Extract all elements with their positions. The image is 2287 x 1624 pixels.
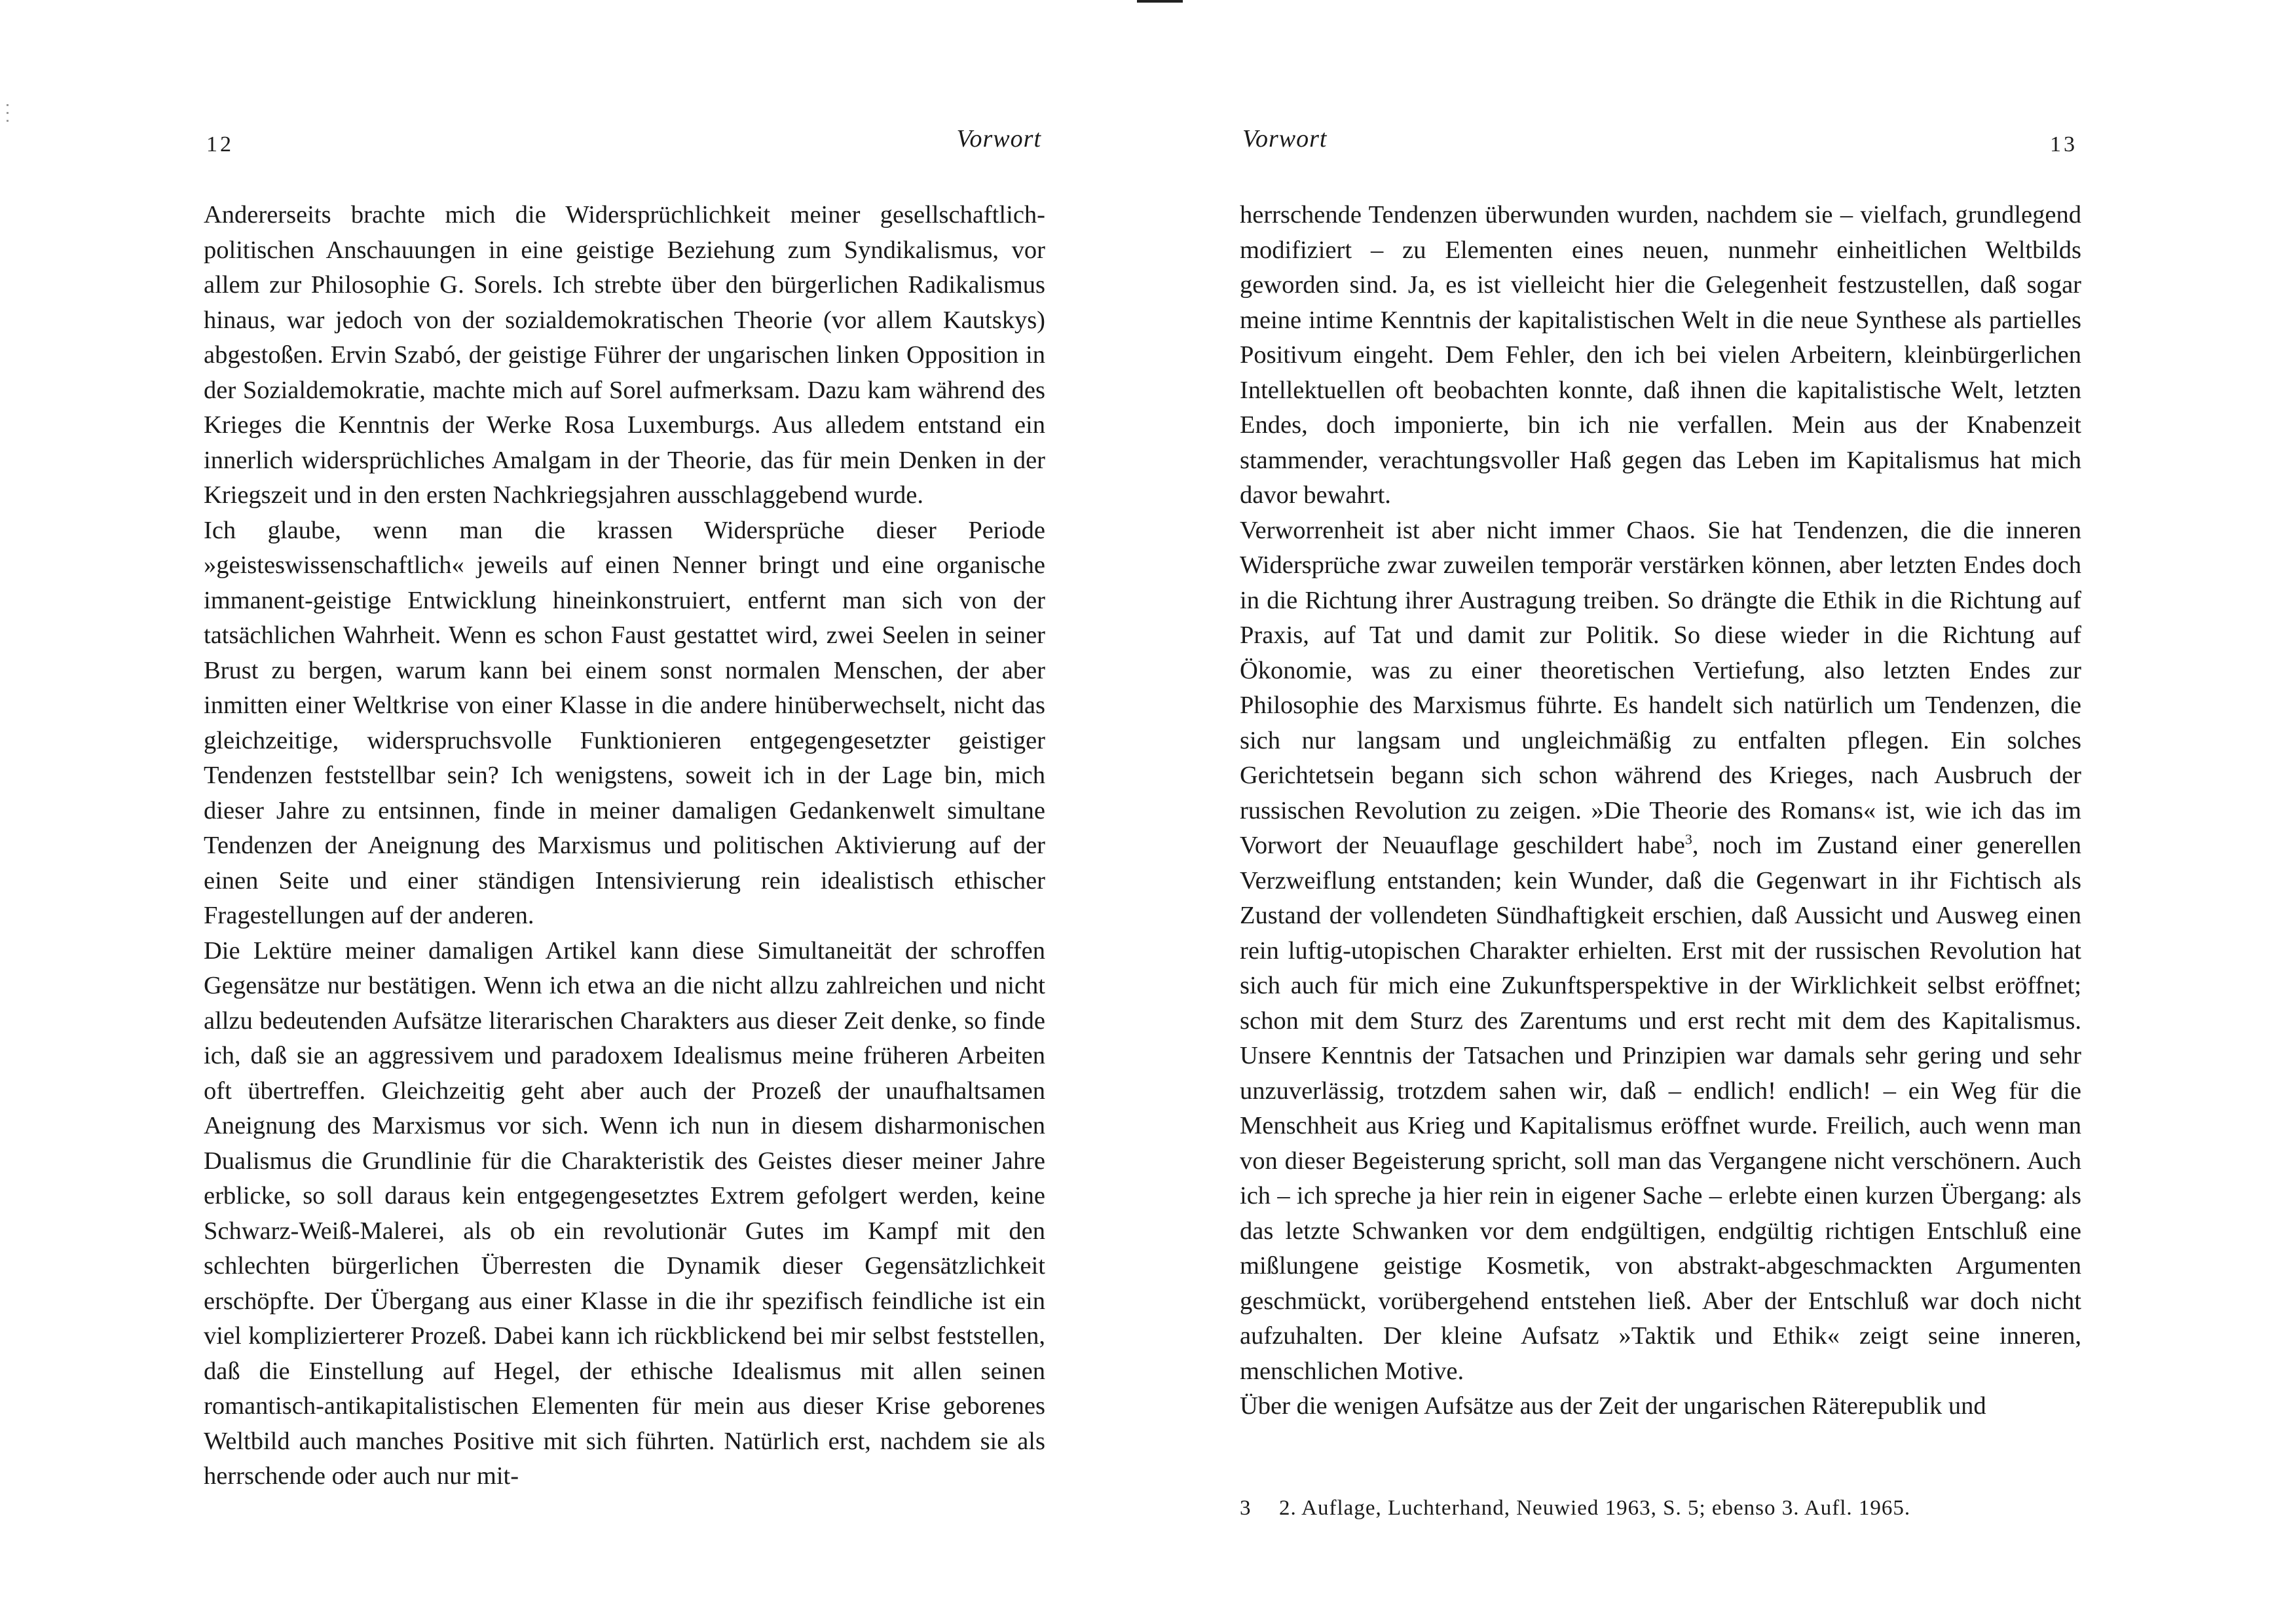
paragraph: [1240, 513, 2081, 1390]
paragraph-text: , noch im Zustand einer generellen Verzweiflung entstanden; kein Wunder, daß die Gegenwart in ihr Fichtisch als Zustand der vollendeten Sündhaftigkeit erschien, daß Aussicht und Ausweg einen rein luftig-utopischen Charakter erhielten. Erst mit der russischen Revolution hat sich auch für mich eine Zukunftsperspektive in der Wirklichkeit selbst eröffnet; schon mit dem Sturz des Zarentums und erst recht mit dem des Kapitalismus. Unsere Kenntnis der Tatsachen und Prinzipien war damals sehr gering und sehr unzuverlässig, trotzdem sahen wir, daß – endlich! endlich! – ein Weg für die Menschheit aus Krieg und Kapitalismus eröffnet wurde. Freilich, auch wenn man von dieser Begeisterung spricht, soll man das Vergangene nicht verschönern. Auch ich – ich spreche ja hier rein in eigener Sache – erlebte einen kurzen Übergang: als das letzte Schwanken vor dem endgültigen, endgültig richtigen Entschluß eine mißlungene geistige Kosmetik, von abstrakt-abgeschmackten Argumenten geschmückt, vorübergehend entstehen ließ. Aber der Entschluß war doch nicht aufzuhalten. Der kleine Aufsatz »Taktik und Ethik« zeigt seine inneren, menschlichen Motive.: [1240, 832, 2081, 1385]
paragraph-text: Verworrenheit ist aber nicht immer Chaos. Sie hat Tendenzen, die die inneren Widersprüche zwar zuweilen temporär verstärken können, aber letzten Endes doch in die Richtung ihrer Austragung treiben. So drängte die Ethik in die Richtung auf Praxis, auf Tat und damit zur Politik. So diese wieder in die Richtung auf Ökonomie, was zu einer theoretischen Vertiefung, also letzten Endes zur Philosophie des Marxismus führte. Es handelt sich natürlich um Tendenzen, die sich nur langsam und ungleichmäßig zu entfalten pflegen. Ein solches Gerichtetsein begann sich schon während des Krieges, nach Ausbruch der russischen Revolution zu zeigen. »Die Theorie des Romans« ist, wie ich das im Vorwort der Neuauflage geschildert habe: [1240, 516, 2081, 859]
right-page: [1240, 124, 2081, 1520]
left-page-body: [204, 198, 1045, 1494]
paragraph: herrschende Tendenzen überwunden wurden, nachdem sie – vielfach, grundlegend modifiziert – zu Elementen eines neuen, nunmehr einheitlichen Weltbilds geworden sind. Ja, es ist vielleicht hier die Gelegenheit festzustellen, daß sogar meine intime Kenntnis der kapitalistischen Welt in die neue Synthese als partielles Positivum eingeht. Dem Fehler, den ich bei vielen Arbeitern, kleinbürgerlichen Intellektuellen oft beobachten konnte, daß ihnen die kapitalistische Welt, letzten Endes, doch imponierte, bin ich nie verfallen. Mein aus der Knabenzeit stammender, verachtungsvoller Haß gegen das Leben im Kapitalismus hat mich davor bewahrt.: [1240, 201, 2081, 509]
footnote: [1240, 1496, 1910, 1521]
page-number: 12: [206, 132, 234, 157]
paragraph: Ich glaube, wenn man die krassen Widersprüche dieser Periode »geisteswissenschaftlich« jeweils auf einen Nenner bringt und eine organische immanent-geistige Entwicklung hineinkonstruiert, entfernt man sich von der tatsächlichen Wahrheit. Wenn es schon Faust gestattet wird, zwei Seelen in seiner Brust zu bergen, warum kann bei einem sonst normalen Menschen, der aber inmitten einer Weltkrise von einer Klasse in die andere hinüberwechselt, nicht das gleichzeitige, widerspruchsvolle Funktionieren entgegengesetzter geistiger Tendenzen feststellbar sein? Ich wenigstens, soweit ich in der Lage bin, mich dieser Jahre zu entsinnen, finde in meiner damaligen Gedankenwelt simultane Tendenzen der Aneignung des Marxismus und politischen Aktivierung auf der einen Seite und einer ständigen Intensivierung rein idealistisch ethischer Fragestellungen auf der anderen.: [204, 516, 1045, 929]
left-page-header: [204, 124, 1045, 164]
footnote-number: 3: [1240, 1496, 1252, 1520]
running-head: Vorwort: [1242, 125, 1328, 153]
footnote-reference: 3: [1684, 831, 1692, 848]
page-number: 13: [2050, 132, 2077, 157]
left-page: [204, 124, 1045, 1494]
paragraph: Andererseits brachte mich die Widersprüchlichkeit meiner gesellschaftlich-politischen Anschauungen in eine geistige Beziehung zum Syndikalismus, vor allem zur Philosophie G. Sorels. Ich strebte über den bürgerlichen Radikalismus hinaus, war jedoch von der sozialdemokratischen Theorie (vor allem Kautskys) abgestoßen. Ervin Szabó, der geistige Führer der ungarischen linken Opposition in der Sozialdemokratie, machte mich auf Sorel aufmerksam. Dazu kam während des Krieges die Kenntnis der Werke Rosa Luxemburgs. Aus alledem entstand ein innerlich widersprüchliches Amalgam in der Theorie, das für mein Denken in der Kriegszeit und in den ersten Nachkriegsjahren ausschlaggebend wurde.: [204, 201, 1045, 509]
right-page-header: [1240, 124, 2081, 164]
paragraph: Die Lektüre meiner damaligen Artikel kann diese Simultaneität der schroffen Gegensätze nur bestätigen. Wenn ich etwa an die nicht allzu zahlreichen und nicht allzu bedeutenden Aufsätze literarischen Charakters aus dieser Zeit denke, so finde ich, daß sie an aggressivem und paradoxem Idealismus meine früheren Arbeiten oft übertreffen. Gleichzeitig geht aber auch der Prozeß der unaufhaltsamen Aneignung des Marxismus vor sich. Wenn ich nun in diesem disharmonischen Dualismus die Grundlinie für die Charakteristik des Geistes dieser meiner Jahre erblicke, so soll daraus kein entgegengesetztes Extrem gefolgert werden, keine Schwarz-Weiß-Malerei, als ob ein revolutionär Gutes im Kampf mit den schlechten bürgerlichen Überresten die Dynamik dieser Gegensätzlichkeit erschöpfte. Der Übergang aus einer Klasse in die ihr spezifisch feindliche ist ein viel komplizierterer Prozeß. Dabei kann ich rückblickend bei mir selbst feststellen, daß die Einstellung auf Hegel, der ethische Idealismus mit allen seinen romantisch-antikapitalistischen Elementen für mein aus dieser Krise geborenes Weltbild auch manches Positive mit sich führten. Natürlich erst, nachdem sie als herrschende oder auch nur mit-: [204, 936, 1045, 1490]
running-head: Vorwort: [956, 125, 1041, 153]
margin-specks: [4, 98, 16, 138]
scan-edge-mark: [1137, 0, 1183, 3]
footnote-text: 2. Auflage, Luchterhand, Neuwied 1963, S. 5; ebenso 3. Aufl. 1965.: [1279, 1496, 1911, 1520]
right-page-body: [1240, 198, 2081, 1424]
paragraph: Über die wenigen Aufsätze aus der Zeit der ungarischen Räterepublik und: [1240, 1392, 1986, 1420]
